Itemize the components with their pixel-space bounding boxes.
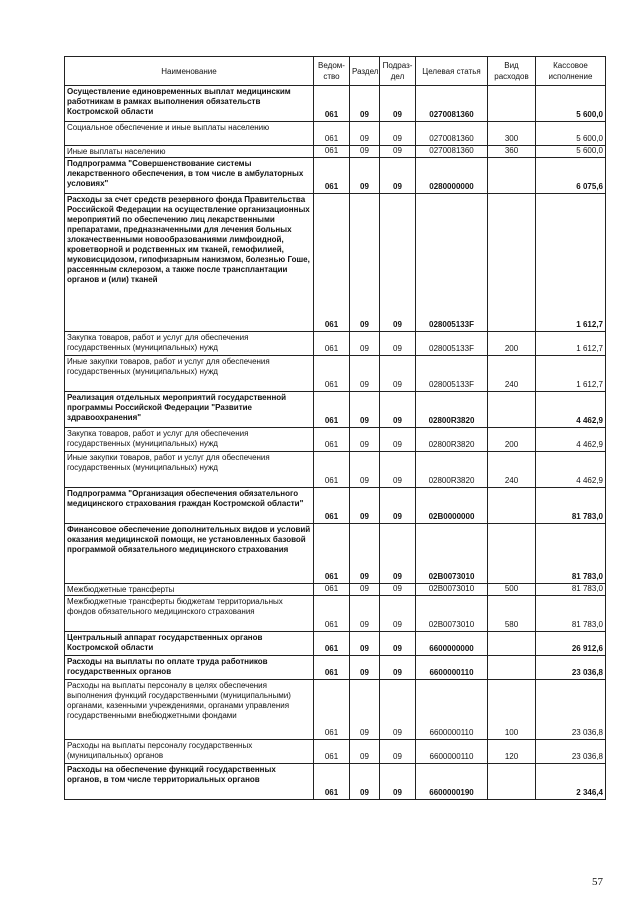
row-name: Межбюджетные трансферты бюджетам территориальных фондов обязательного медицинского страхования	[65, 596, 314, 632]
row-target: 02800R3820	[416, 428, 488, 452]
table-row	[65, 158, 606, 194]
row-section: 09	[350, 764, 380, 800]
row-dept: 061	[314, 632, 350, 656]
row-dept: 061	[314, 428, 350, 452]
table-row	[65, 194, 606, 332]
table-row	[65, 524, 606, 584]
row-amount: 5 600,0	[536, 146, 606, 158]
row-type: 240	[488, 452, 536, 488]
row-amount: 5 600,0	[536, 122, 606, 146]
row-dept: 061	[314, 158, 350, 194]
row-name: Расходы на выплаты персоналу в целях обеспечения выполнения функций государственными (муниципальными) органами, казенными учреждениями, органами управления государственными внебюджетными фондами	[65, 680, 314, 740]
row-section: 09	[350, 488, 380, 524]
header-type: Вид расходов	[488, 57, 536, 86]
row-dept: 061	[314, 392, 350, 428]
row-target: 6600000190	[416, 764, 488, 800]
row-name: Расходы на выплаты по оплате труда работников государственных органов	[65, 656, 314, 680]
row-section: 09	[350, 740, 380, 764]
row-subsection: 09	[380, 392, 416, 428]
row-type: 360	[488, 146, 536, 158]
row-type: 200	[488, 332, 536, 356]
table-row	[65, 764, 606, 800]
row-type	[488, 656, 536, 680]
table-row	[65, 680, 606, 740]
row-amount: 1 612,7	[536, 356, 606, 392]
row-amount: 81 783,0	[536, 488, 606, 524]
row-name: Иные выплаты населению	[65, 146, 314, 158]
row-dept: 061	[314, 764, 350, 800]
row-name: Иные закупки товаров, работ и услуг для обеспечения государственных (муниципальных) нужд	[65, 356, 314, 392]
row-target: 02800R3820	[416, 392, 488, 428]
row-type: 200	[488, 428, 536, 452]
row-subsection: 09	[380, 740, 416, 764]
row-type: 240	[488, 356, 536, 392]
row-dept: 061	[314, 680, 350, 740]
row-amount: 2 346,4	[536, 764, 606, 800]
table-row	[65, 146, 606, 158]
row-dept: 061	[314, 122, 350, 146]
row-amount: 4 462,9	[536, 428, 606, 452]
table-body	[65, 86, 606, 800]
row-subsection: 09	[380, 764, 416, 800]
header-exec: Кассовое исполнение	[536, 57, 606, 86]
row-amount: 6 075,6	[536, 158, 606, 194]
row-type	[488, 488, 536, 524]
row-section: 09	[350, 392, 380, 428]
row-target: 6600000110	[416, 740, 488, 764]
row-target: 6600000110	[416, 680, 488, 740]
table-header-row	[65, 57, 606, 86]
row-section: 09	[350, 158, 380, 194]
row-dept: 061	[314, 584, 350, 596]
row-type	[488, 158, 536, 194]
row-amount: 81 783,0	[536, 596, 606, 632]
row-target: 02В0073010	[416, 524, 488, 584]
row-subsection: 09	[380, 332, 416, 356]
row-target: 02В0073010	[416, 584, 488, 596]
budget-table-sheet	[64, 56, 605, 800]
row-dept: 061	[314, 194, 350, 332]
row-type: 120	[488, 740, 536, 764]
header-target: Целевая статья	[416, 57, 488, 86]
table-row	[65, 596, 606, 632]
row-type	[488, 764, 536, 800]
row-amount: 5 600,0	[536, 86, 606, 122]
row-subsection: 09	[380, 584, 416, 596]
table-row	[65, 584, 606, 596]
table-row	[65, 656, 606, 680]
row-subsection: 09	[380, 158, 416, 194]
table-row	[65, 632, 606, 656]
row-subsection: 09	[380, 122, 416, 146]
row-name: Социальное обеспечение и иные выплаты населению	[65, 122, 314, 146]
row-name: Иные закупки товаров, работ и услуг для обеспечения государственных (муниципальных) нужд	[65, 452, 314, 488]
row-type: 100	[488, 680, 536, 740]
row-name: Подпрограмма "Организация обеспечения обязательного медицинского страхования граждан Костромской области"	[65, 488, 314, 524]
row-name: Расходы на выплаты персоналу государственных (муниципальных) органов	[65, 740, 314, 764]
row-name: Центральный аппарат государственных органов Костромской области	[65, 632, 314, 656]
row-target: 02В0073010	[416, 596, 488, 632]
row-section: 09	[350, 332, 380, 356]
row-dept: 061	[314, 86, 350, 122]
row-target: 028005133F	[416, 332, 488, 356]
row-type: 500	[488, 584, 536, 596]
row-target: 6600000000	[416, 632, 488, 656]
row-target: 02800R3820	[416, 452, 488, 488]
row-name: Осуществление единовременных выплат медицинским работникам в рамках выполнения обязательств Костромской области	[65, 86, 314, 122]
row-section: 09	[350, 452, 380, 488]
row-dept: 061	[314, 146, 350, 158]
row-subsection: 09	[380, 356, 416, 392]
header-dept: Ведом-ство	[314, 57, 350, 86]
row-amount: 26 912,6	[536, 632, 606, 656]
row-dept: 061	[314, 524, 350, 584]
row-section: 09	[350, 584, 380, 596]
row-amount: 81 783,0	[536, 524, 606, 584]
row-type	[488, 524, 536, 584]
row-amount: 4 462,9	[536, 392, 606, 428]
row-dept: 061	[314, 356, 350, 392]
row-target: 0280000000	[416, 158, 488, 194]
table-row	[65, 332, 606, 356]
row-name: Расходы на обеспечение функций государственных органов, в том числе территориальных органов	[65, 764, 314, 800]
table-row	[65, 740, 606, 764]
row-dept: 061	[314, 656, 350, 680]
row-section: 09	[350, 680, 380, 740]
row-amount: 1 612,7	[536, 194, 606, 332]
row-type	[488, 194, 536, 332]
row-amount: 4 462,9	[536, 452, 606, 488]
header-section: Раздел	[350, 57, 380, 86]
row-dept: 061	[314, 740, 350, 764]
row-amount: 23 036,8	[536, 656, 606, 680]
row-subsection: 09	[380, 488, 416, 524]
budget-execution-table	[64, 56, 606, 800]
row-dept: 061	[314, 332, 350, 356]
table-row	[65, 356, 606, 392]
row-subsection: 09	[380, 596, 416, 632]
table-row	[65, 428, 606, 452]
row-name: Закупка товаров, работ и услуг для обеспечения государственных (муниципальных) нужд	[65, 428, 314, 452]
row-name: Финансовое обеспечение дополнительных видов и условий оказания медицинской помощи, не установленных базовой программой обязательного медицинского страхования	[65, 524, 314, 584]
row-type: 300	[488, 122, 536, 146]
table-row	[65, 122, 606, 146]
row-name: Подпрограмма "Совершенствование системы лекарственного обеспечения, в том числе в амбулаторных условиях"	[65, 158, 314, 194]
row-amount: 23 036,8	[536, 680, 606, 740]
row-section: 09	[350, 122, 380, 146]
row-target: 028005133F	[416, 194, 488, 332]
page-number: 57	[592, 876, 603, 888]
row-subsection: 09	[380, 632, 416, 656]
row-target: 0270081360	[416, 146, 488, 158]
table-row	[65, 392, 606, 428]
row-name: Реализация отдельных мероприятий государственной программы Российской Федерации "Развитие здравоохранения"	[65, 392, 314, 428]
row-section: 09	[350, 86, 380, 122]
table-row	[65, 452, 606, 488]
row-type	[488, 392, 536, 428]
row-section: 09	[350, 146, 380, 158]
row-target: 028005133F	[416, 356, 488, 392]
row-section: 09	[350, 524, 380, 584]
row-amount: 81 783,0	[536, 584, 606, 596]
row-subsection: 09	[380, 194, 416, 332]
row-section: 09	[350, 194, 380, 332]
row-amount: 1 612,7	[536, 332, 606, 356]
row-section: 09	[350, 596, 380, 632]
row-type	[488, 86, 536, 122]
row-type	[488, 632, 536, 656]
table-row	[65, 488, 606, 524]
row-section: 09	[350, 356, 380, 392]
row-name: Закупка товаров, работ и услуг для обеспечения государственных (муниципальных) нужд	[65, 332, 314, 356]
row-target: 02В0000000	[416, 488, 488, 524]
row-target: 6600000110	[416, 656, 488, 680]
row-subsection: 09	[380, 86, 416, 122]
row-type: 580	[488, 596, 536, 632]
row-target: 0270081360	[416, 86, 488, 122]
row-subsection: 09	[380, 146, 416, 158]
header-name: Наименование	[65, 57, 314, 86]
row-amount: 23 036,8	[536, 740, 606, 764]
row-subsection: 09	[380, 428, 416, 452]
header-subsection: Подраз-дел	[380, 57, 416, 86]
row-name: Расходы за счет средств резервного фонда Правительства Российской Федерации на осуществление организационных мероприятий по обеспечению лиц лекарственными препаратами, предназначенными для лечения больных злокачественными новообразованиями лимфоидной, кроветворной и родственных им тканей, гемофилией, муковисцидозом, гипофизарным нанизмом, болезнью Гоше, рассеянным склерозом, а также после трансплантации органов и (или) тканей	[65, 194, 314, 332]
row-name: Межбюджетные трансферты	[65, 584, 314, 596]
row-subsection: 09	[380, 452, 416, 488]
table-row	[65, 86, 606, 122]
row-target: 0270081360	[416, 122, 488, 146]
row-subsection: 09	[380, 656, 416, 680]
row-subsection: 09	[380, 524, 416, 584]
row-subsection: 09	[380, 680, 416, 740]
row-dept: 061	[314, 488, 350, 524]
row-dept: 061	[314, 596, 350, 632]
row-dept: 061	[314, 452, 350, 488]
row-section: 09	[350, 656, 380, 680]
row-section: 09	[350, 428, 380, 452]
row-section: 09	[350, 632, 380, 656]
